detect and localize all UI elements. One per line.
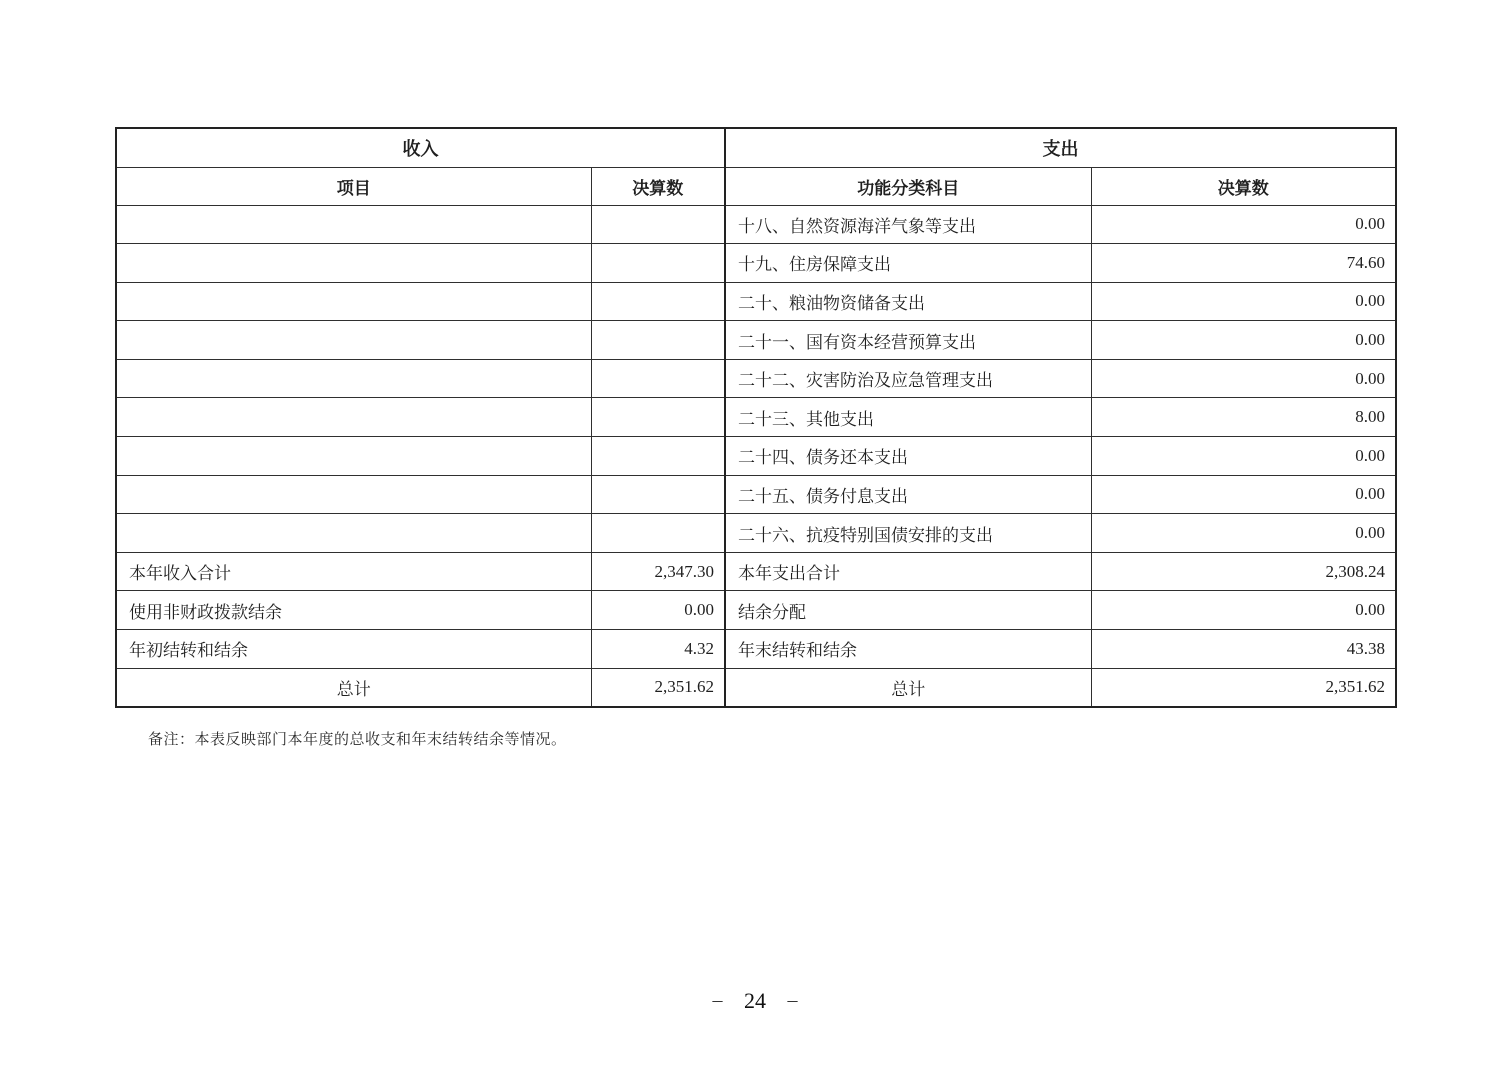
income-item-empty-cell [116, 437, 591, 476]
col-header-item: 项目 [116, 167, 591, 205]
table-row [116, 282, 1396, 321]
budget-balance-table [115, 127, 1397, 708]
income-value-empty-cell [591, 359, 725, 398]
table-row [116, 359, 1396, 398]
income-item-empty-cell [116, 321, 591, 360]
page-number [0, 988, 1510, 1014]
income-item-empty-cell [116, 398, 591, 437]
income-item-empty-cell [116, 282, 591, 321]
expense-summary-label: 年末结转和结余 [725, 630, 1091, 669]
income-value-empty-cell [591, 282, 725, 321]
income-value-empty-cell [591, 244, 725, 283]
col-header-income-final: 决算数 [591, 167, 725, 205]
expense-item-label: 二十六、抗疫特别国债安排的支出 [725, 514, 1091, 553]
expense-item-label: 二十二、灾害防治及应急管理支出 [725, 359, 1091, 398]
col-header-function-category: 功能分类科目 [725, 167, 1091, 205]
table-row [116, 244, 1396, 283]
expense-item-value: 74.60 [1091, 244, 1396, 283]
income-value-empty-cell [591, 205, 725, 244]
expense-section-header: 支出 [725, 128, 1396, 167]
expense-item-value: 0.00 [1091, 205, 1396, 244]
expense-item-label: 十八、自然资源海洋气象等支出 [725, 205, 1091, 244]
expense-summary-value: 2,308.24 [1091, 552, 1396, 591]
table-row [116, 475, 1396, 514]
expense-summary-label: 结余分配 [725, 591, 1091, 630]
footnote: 备注：本表反映部门本年度的总收支和年末结转结余等情况。 [148, 732, 567, 748]
expense-summary-value: 0.00 [1091, 591, 1396, 630]
income-value-empty-cell [591, 321, 725, 360]
expense-item-value: 8.00 [1091, 398, 1396, 437]
summary-row-carryover [116, 630, 1396, 669]
income-summary-label: 使用非财政拨款结余 [116, 591, 591, 630]
income-grand-total-label: 总计 [116, 668, 591, 707]
page-number-value: 24 [744, 988, 766, 1013]
expense-item-value: 0.00 [1091, 321, 1396, 360]
income-summary-value: 4.32 [591, 630, 725, 669]
income-value-empty-cell [591, 514, 725, 553]
expense-item-value: 0.00 [1091, 475, 1396, 514]
table-row [116, 205, 1396, 244]
expense-item-label: 二十一、国有资本经营预算支出 [725, 321, 1091, 360]
income-summary-label: 本年收入合计 [116, 552, 591, 591]
expense-item-label: 二十、粮油物资储备支出 [725, 282, 1091, 321]
expense-item-label: 十九、住房保障支出 [725, 244, 1091, 283]
expense-summary-value: 43.38 [1091, 630, 1396, 669]
income-section-header: 收入 [116, 128, 725, 167]
table-row [116, 437, 1396, 476]
expense-item-value: 0.00 [1091, 437, 1396, 476]
income-grand-total-value: 2,351.62 [591, 668, 725, 707]
page-number-dash-right: – [787, 989, 798, 1011]
income-item-empty-cell [116, 475, 591, 514]
expense-item-label: 二十五、债务付息支出 [725, 475, 1091, 514]
expense-item-label: 二十四、债务还本支出 [725, 437, 1091, 476]
income-summary-value: 2,347.30 [591, 552, 725, 591]
summary-row-non-fiscal [116, 591, 1396, 630]
income-value-empty-cell [591, 437, 725, 476]
expense-item-label: 二十三、其他支出 [725, 398, 1091, 437]
expense-summary-label: 本年支出合计 [725, 552, 1091, 591]
income-value-empty-cell [591, 398, 725, 437]
column-header-row [116, 167, 1396, 205]
expense-grand-total-value: 2,351.62 [1091, 668, 1396, 707]
income-item-empty-cell [116, 359, 591, 398]
expense-item-value: 0.00 [1091, 359, 1396, 398]
expense-item-value: 0.00 [1091, 282, 1396, 321]
summary-row-annual-total [116, 552, 1396, 591]
income-item-empty-cell [116, 205, 591, 244]
summary-row-grand-total [116, 668, 1396, 707]
income-summary-label: 年初结转和结余 [116, 630, 591, 669]
section-header-row [116, 128, 1396, 167]
expense-grand-total-label: 总计 [725, 668, 1091, 707]
income-item-empty-cell [116, 244, 591, 283]
income-value-empty-cell [591, 475, 725, 514]
income-summary-value: 0.00 [591, 591, 725, 630]
table-row [116, 514, 1396, 553]
col-header-expense-final: 决算数 [1091, 167, 1396, 205]
income-item-empty-cell [116, 514, 591, 553]
expense-item-value: 0.00 [1091, 514, 1396, 553]
page-number-dash-left: – [712, 989, 723, 1011]
table-row [116, 321, 1396, 360]
table-row [116, 398, 1396, 437]
